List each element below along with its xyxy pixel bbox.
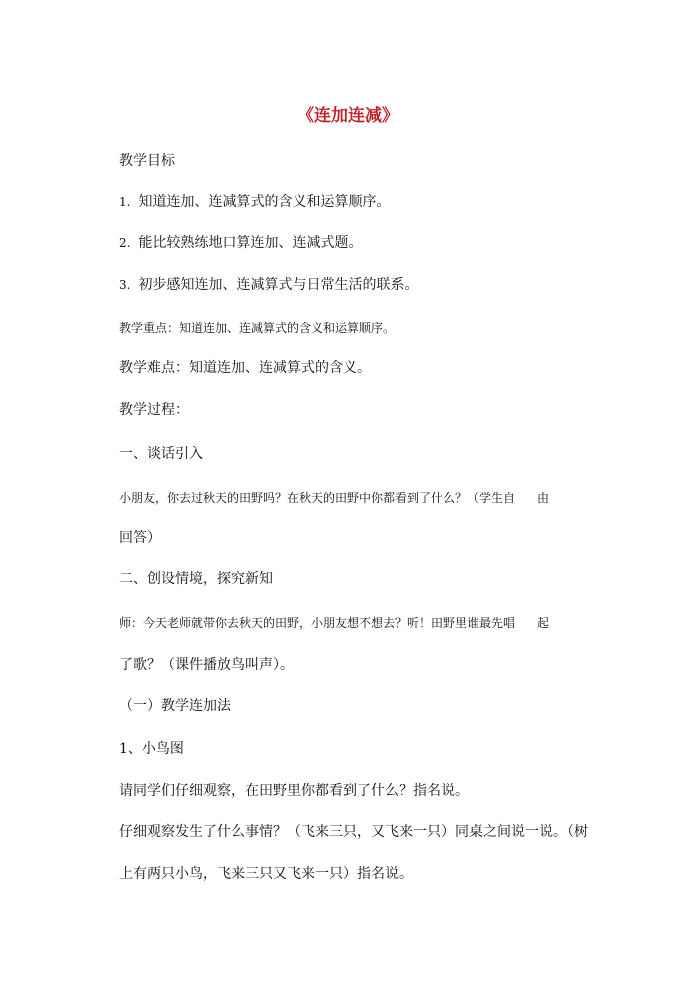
document-title: 《连加连减》 <box>297 106 399 126</box>
paragraph-text: 由 <box>537 491 550 505</box>
objective-text: 知道连加、连减算式的含义和运算顺序。 <box>138 194 391 210</box>
paragraph-2-line-2: 了歌？（课件播放鸟叫声）。 <box>119 657 294 673</box>
paragraph-1-line-1 <box>119 488 579 508</box>
paragraph-text: 起 <box>537 616 550 630</box>
paragraph-2-line-1 <box>119 613 579 633</box>
paragraph-4-line-1: 仔细观察发生了什么事情？（飞来三只，又飞来一只）同桌之间说一说。（树 <box>119 824 588 840</box>
objectives-heading: 教学目标 <box>119 153 175 169</box>
objective-text: 初步感知连加、连减算式与日常生活的联系。 <box>138 277 419 293</box>
subsection-heading-1: （一）教学连加法 <box>119 698 231 714</box>
section-heading-2: 二、创设情境，探究新知 <box>119 571 273 587</box>
objective-number: 3. <box>119 278 131 292</box>
objective-item-3 <box>119 275 579 295</box>
objective-item-2 <box>119 233 579 253</box>
paragraph-1-line-2: 回答） <box>119 530 161 546</box>
objective-number: 2. <box>119 236 131 250</box>
process-heading: 教学过程： <box>119 402 189 418</box>
paragraph-4-line-2: 上有两只小鸟，飞来三只又飞来一只）指名说。 <box>119 866 413 882</box>
paragraph-text: 师：今天老师就带你去秋天的田野，小朋友想不想去？听！田野里谁最先唱 <box>119 616 516 630</box>
difficulty-point: 教学难点：知道连加、连减算式的含义。 <box>119 360 371 376</box>
key-point: 教学重点：知道连加、连减算式的含义和运算顺序。 <box>119 321 396 335</box>
objective-number: 1. <box>119 195 131 209</box>
paragraph-3: 请同学们仔细观察，在田野里你都看到了什么？指名说。 <box>119 783 469 799</box>
item-heading-1: 1、小鸟图 <box>119 741 184 757</box>
paragraph-text: 小朋友，你去过秋天的田野吗？在秋天的田野中你都看到了什么？（学生自 <box>119 491 516 505</box>
section-heading-1: 一、谈话引入 <box>119 446 203 462</box>
objective-text: 能比较熟练地口算连加、连减式题。 <box>138 235 363 251</box>
objective-item-1 <box>119 192 579 212</box>
